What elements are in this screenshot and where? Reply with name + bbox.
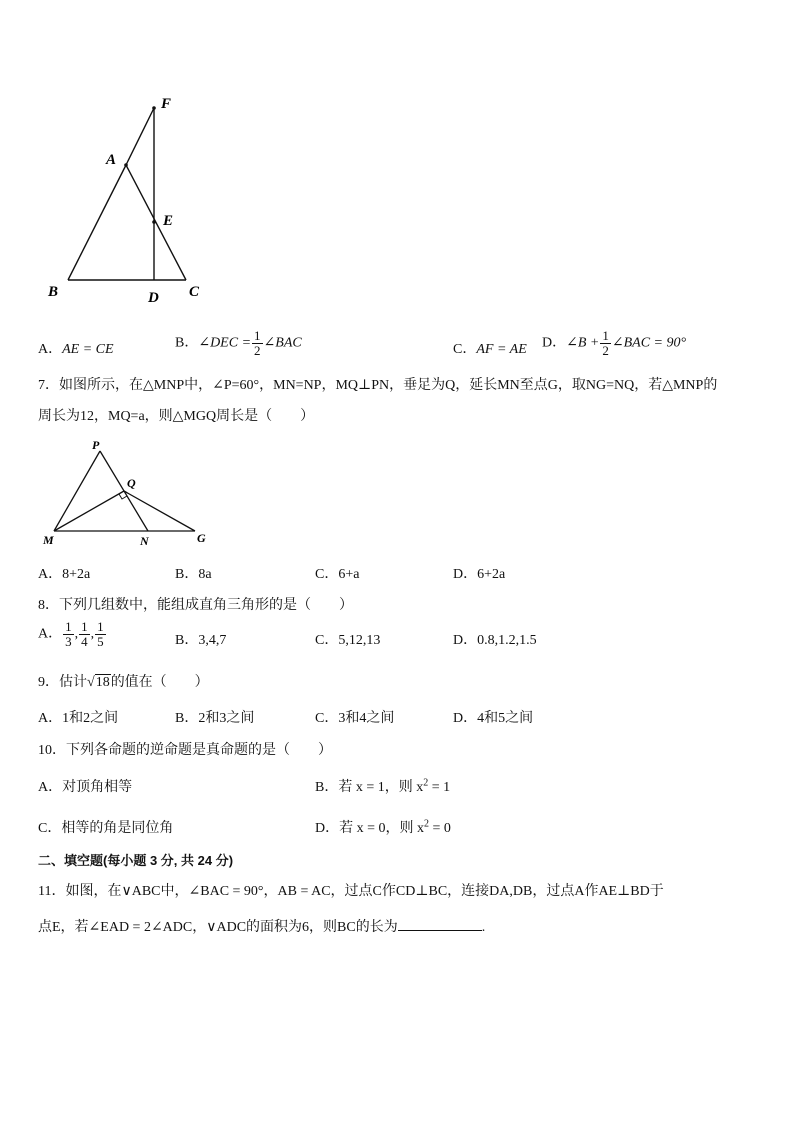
- label-d: D: [148, 290, 159, 306]
- q11-stem-line2: 点E，若∠EAD = 2∠ADC，∨ADC的面积为6，则BC的长为 .: [38, 920, 486, 935]
- segment-ac: [126, 165, 186, 280]
- point-e: [152, 220, 156, 224]
- label-b: B: [48, 284, 59, 300]
- label-m: M: [43, 533, 54, 547]
- q9-option-b: B．2和3之间: [175, 711, 255, 726]
- q8-option-b: B．3,4,7: [175, 633, 227, 648]
- q10-option-c: C．相等的角是同位角: [38, 821, 174, 836]
- segment-fa: [126, 108, 154, 165]
- q10-option-a: A．对顶角相等: [38, 780, 133, 795]
- point-a: [124, 163, 128, 167]
- q9-option-a: A．1和2之间: [38, 711, 119, 726]
- q8-option-d: D．0.8,1.2,1.5: [453, 633, 537, 648]
- label-e: E: [163, 213, 174, 229]
- q8-option-a: A． $\frac{1}{3}$ , $\frac{1}{4}$ , $\frac{1}{5}$: [38, 619, 104, 649]
- label-q: Q: [127, 476, 136, 490]
- label-p: P: [92, 438, 100, 452]
- q7-stem-line1: 7．如图所示，在△MNP中，∠P=60°，MN=NP，MQ⊥PN，垂足为Q，延长MN至点G，取NG=NQ，若△MNP的: [38, 378, 718, 393]
- section-heading-fill-in: 二、填空题(每小题 3 分, 共 24 分): [38, 853, 234, 868]
- figure-triangle-abc: [40, 90, 230, 310]
- q7-option-b: B．8a: [175, 567, 212, 582]
- label-a: A: [106, 152, 117, 168]
- q9-stem: 9．估计√18的值在（ ）: [38, 675, 209, 690]
- label-n: N: [140, 534, 149, 548]
- label-f: F: [161, 96, 172, 112]
- q7-option-d: D．6+2a: [453, 567, 506, 582]
- q8-stem: 8．下列几组数中，能组成直角三角形的是（ ）: [38, 598, 353, 613]
- sqrt-symbol: √: [87, 675, 95, 690]
- q6-option-b: B．∠DEC = $\frac{1}{2}$ ∠BAC: [175, 328, 302, 358]
- q10-option-d: D．若 x = 0，则 $x^2 = 0$: [315, 818, 451, 836]
- q7-option-a: A．8+2a: [38, 567, 91, 582]
- q6-option-d: D．∠B + $\frac{1}{2}$ ∠BAC = 90°: [542, 328, 687, 358]
- q10-stem: 10．下列各命题的逆命题是真命题的是（ ）: [38, 743, 332, 758]
- q11-stem-line1: 11．如图，在∨ABC中，∠BAC = 90°，AB = AC，过点C作CD⊥BC，连接DA,DB，过点A作AE⊥BD于: [38, 884, 664, 899]
- q10-option-b: B．若 x = 1，则 $x^2 = 1$: [315, 777, 451, 795]
- q6-option-c: C．AF = AE: [453, 342, 527, 357]
- q7-stem-line2: 周长为12，MQ=a，则△MGQ周长是（ ）: [38, 409, 315, 424]
- q9-option-c: C．3和4之间: [315, 711, 395, 726]
- q6-option-a: A．AE = CE: [38, 342, 114, 357]
- q9-option-d: D．4和5之间: [453, 711, 534, 726]
- label-c: C: [189, 284, 200, 300]
- q7-option-c: C．6+a: [315, 567, 360, 582]
- segment-ba: [68, 165, 126, 280]
- segment-mq: [54, 491, 124, 531]
- figure-triangle-mpg: [40, 438, 220, 550]
- answer-blank[interactable]: [398, 918, 482, 931]
- q8-option-c: C．5,12,13: [315, 633, 381, 648]
- point-f: [152, 106, 156, 110]
- label-g: G: [197, 531, 206, 545]
- segment-mp: [54, 451, 100, 531]
- segment-qg: [124, 491, 195, 531]
